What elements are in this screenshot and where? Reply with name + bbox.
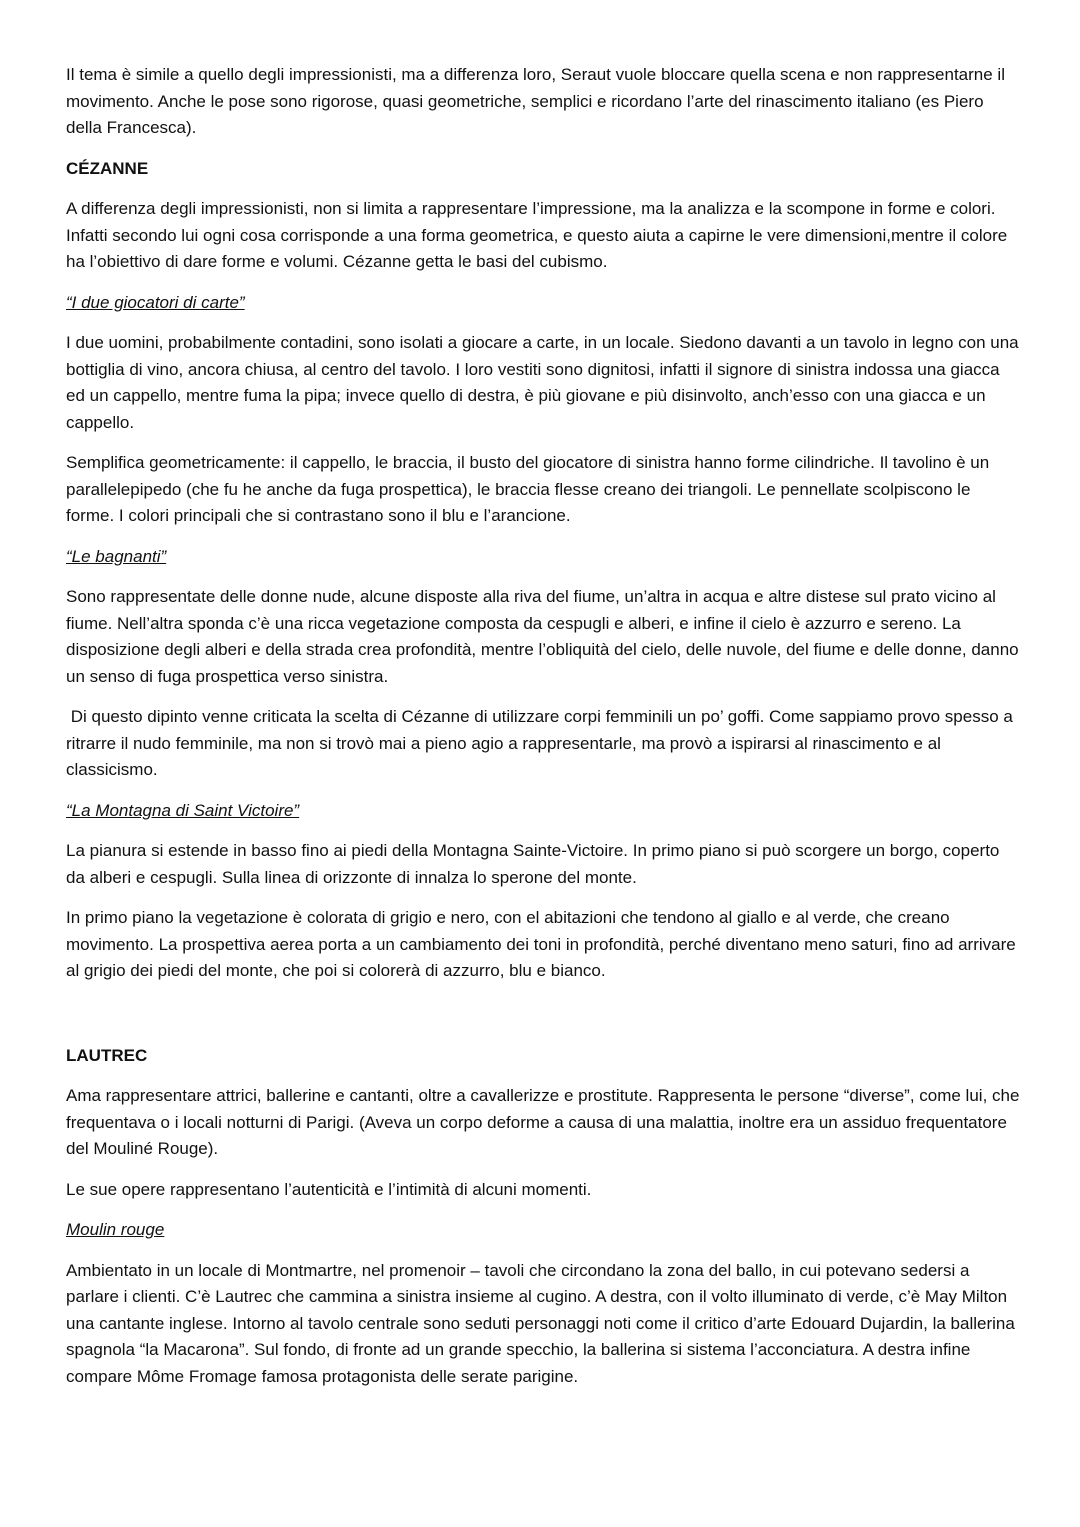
giocatori-paragraph-2: Semplifica geometricamente: il cappello, le braccia, il busto del giocatore di sinistra hanno forme cilindriche. Il tavolino è un parallelepipedo (che fu he anche da fuga prospettica), le braccia flesse creano dei triangoli. Le pennellate scolpiscono le forme. I colori principali che si contrastano sono il blu e l’arancione. xyxy=(66,453,990,525)
montagna-paragraph-2: In primo piano la vegetazione è colorata di grigio e nero, con el abitazioni che tendono al giallo e al verde, che creano movimento. La prospettiva aerea porta a un cambiamento dei toni in profondità, perché diventano meno saturi, fino ad arrivare al grigio dei piedi del monte, che poi si colorerà di azzurro, blu e bianco. xyxy=(66,908,1016,980)
work-title-montagna: “La Montagna di Saint Victoire” xyxy=(66,800,300,820)
bagnanti-paragraph-2: Di questo dipinto venne criticata la scelta di Cézanne di utilizzare corpi femminili un po’ goffi. Come sappiamo provo spesso a ritrarre il nudo femminile, ma non si trovò mai a pieno agio a rappresentarle, ma provò a ispirarsi al rinascimento e al classicismo. xyxy=(66,707,1018,779)
section-heading-lautrec: LAUTREC xyxy=(66,1045,148,1065)
section-heading-cezanne: CÉZANNE xyxy=(66,158,149,178)
intro-paragraph: Il tema è simile a quello degli impressionisti, ma a differenza loro, Seraut vuole bloccare quella scena e non rappresentarne il movimento. Anche le pose sono rigorose, quasi geometriche, semplici e ricordano l’arte del rinascimento italiano (es Piero della Francesca). xyxy=(66,65,1005,137)
moulin-rouge-paragraph: Ambientato in un locale di Montmartre, nel promenoir – tavoli che circondano la zona del ballo, in cui potevano sedersi a parlare i clienti. C’è Lautrec che cammina a sinistra insieme al cugino. A destra, con il volto illuminato di verde, c’è May Milton una cantante inglese. Intorno al tavolo centrale sono seduti personaggi noti come il critico d’arte Edouard Dujardin, la ballerina spagnola “la Macarona”. Sul fondo, di fronte ad un grande specchio, la ballerina si sistema l’acconciatura. A destra infine compare Môme Fromage famosa protagonista delle serate parigine. xyxy=(66,1260,1015,1386)
lautrec-paragraph-2: Le sue opere rappresentano l’autenticità e l’intimità di alcuni momenti. xyxy=(66,1179,592,1199)
section-spacer xyxy=(66,999,1020,1043)
work-title-moulin-rouge: Moulin rouge xyxy=(66,1220,165,1239)
cezanne-intro-paragraph: A differenza degli impressionisti, non si limita a rappresentare l’impressione, ma la analizza e la scompone in forme e colori. Infatti secondo lui ogni cosa corrisponde a una forma geometrica, e questo aiuta a capirne le vere dimensioni,mentre il colore ha l’obiettivo di dare forme e volumi. Cézanne getta le basi del cubismo. xyxy=(66,199,1008,271)
bagnanti-paragraph-1: Sono rappresentate delle donne nude, alcune disposte alla riva del fiume, un’altra in acqua e altre distese sul prato vicino al fiume. Nell’altra sponda c’è una ricca vegetazione composta da cespugli e alberi, e infine il cielo è azzurro e sereno. La disposizione degli alberi e della strada crea profondità, mentre l’obliquità del cielo, delle nuvole, del fiume e delle donne, danno un senso di fuga prospettica verso sinistra. xyxy=(66,587,1019,686)
montagna-paragraph-1: La pianura si estende in basso fino ai piedi della Montagna Sainte-Victoire. In primo piano si può scorgere un borgo, coperto da alberi e cespugli. Sulla linea di orizzonte di innalza lo sperone del monte. xyxy=(66,841,1000,887)
giocatori-paragraph-1: I due uomini, probabilmente contadini, sono isolati a giocare a carte, in un locale. Siedono davanti a un tavolo in legno con una bottiglia di vino, ancora chiusa, al centro del tavolo. I loro vestiti sono dignitosi, infatti il signore di sinistra indossa una giacca ed un cappello, mentre fuma la pipa; invece quello di destra, è più giovane e più disinvolto, anch’esso con una giacca e un cappello. xyxy=(66,333,1019,432)
work-title-giocatori: “I due giocatori di carte” xyxy=(66,292,245,312)
work-title-bagnanti: “Le bagnanti” xyxy=(66,546,167,566)
lautrec-paragraph-1: Ama rappresentare attrici, ballerine e cantanti, oltre a cavallerizze e prostitute. Rappresenta le persone “diverse”, come lui, che frequentava o i locali notturni di Parigi. (Aveva un corpo deforme a causa di una malattia, inoltre era un assiduo frequentatore del Mouliné Rouge). xyxy=(66,1086,1020,1158)
